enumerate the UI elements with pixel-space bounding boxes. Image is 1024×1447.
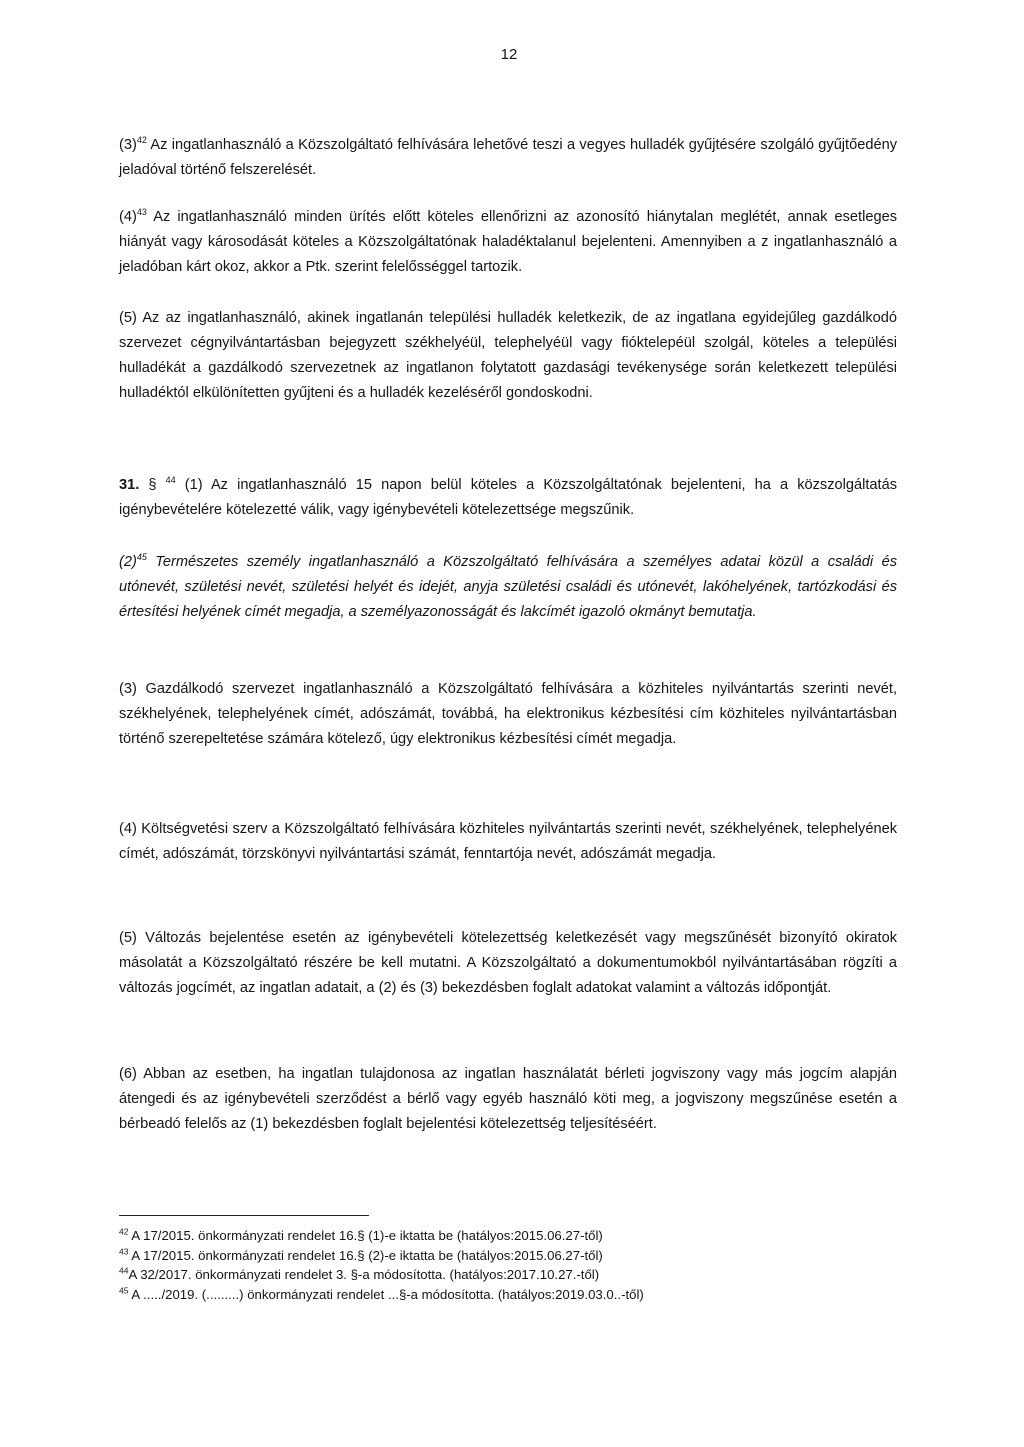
footnote-43: [119, 1246, 899, 1266]
footnote-text: A 17/2015. önkormányzati rendelet 16.§ (2)-e iktatta be (hatályos:2015.06.27-től): [128, 1247, 603, 1263]
paragraph-number: (3): [119, 137, 137, 153]
paragraph-text: Természetes személy ingatlanhasználó a Közszolgáltató felhívására a személyes adatai közül a családi és utónevét, születési nevét, születési helyét és idejét, anyja születési családi és utónevét, lakóhelyének, tartózkodási és értesítési helyének címét megadja, a személyazonosságát és lakcímét igazoló okmányt bemutatja.: [119, 554, 897, 620]
section-31-paragraph-3: [119, 677, 897, 752]
footnote-reference: 44: [165, 475, 176, 486]
footnote-number: 45: [119, 1285, 129, 1296]
paragraph-text: (1) Az ingatlanhasználó 15 napon belül köteles a Közszolgáltatónak bejelenteni, ha a közszolgáltatás igénybevételére kötelezetté válik, vagy igénybevételi kötelezettsége megszűnik.: [119, 477, 897, 518]
paragraph-text: (5) Változás bejelentése esetén az igénybevételi kötelezettség keletkezését vagy megszűnését bizonyító okiratok másolatát a Közszolgáltató részére be kell mutatni. A Közszolgáltató a dokumentumokból nyilvántartásában rögzíti a változás jogcímét, az ingatlan adatait, a (2) és (3) bekezdésben foglalt adatokat valamint a változás időpontját.: [119, 930, 897, 996]
paragraph-number: (4): [119, 209, 137, 225]
footnote-text: A 32/2017. önkormányzati rendelet 3. §-a módosította. (hatályos:2017.10.27.-től): [128, 1267, 600, 1282]
paragraph-text: Az ingatlanhasználó minden ürítés előtt köteles ellenőrizni az azonosító hiánytalan meglétét, annak esetleges hiányát vagy károsodását köteles a Közszolgáltatónak haladéktalanul bejelenteni. Amennyiben a z ingatlanhasználó a jeladóban kárt okoz, akkor a Ptk. szerint felelősséggel tartozik.: [119, 209, 897, 275]
footnote-number: 43: [119, 1246, 129, 1257]
footnote-45: [119, 1285, 899, 1305]
footnote-text: A 17/2015. önkormányzati rendelet 16.§ (1)-e iktatta be (hatályos:2015.06.27-től): [128, 1228, 603, 1243]
section-31-paragraph-1: [119, 473, 897, 523]
footnote-reference: 43: [136, 207, 147, 218]
footnote-42: [119, 1226, 899, 1246]
paragraph-3: [119, 133, 897, 183]
footnote-44: [119, 1265, 899, 1285]
paragraph-text: (3) Gazdálkodó szervezet ingatlanhasználó a Közszolgáltató felhívására a közhiteles nyilvántartás szerinti nevét, székhelyének, telephelyének címét, adószámát, továbbá, ha elektronikus kézbesítési cím közhiteles nyilvántartásban történő szerepeltetése számára kötelező, úgy elektronikus kézbesítési címét megadja.: [119, 681, 897, 747]
section-31-paragraph-6: [119, 1062, 897, 1137]
section-31-paragraph-2: [119, 550, 897, 625]
paragraph-text: (5) Az az ingatlanhasználó, akinek ingatlanán települési hulladék keletkezik, de az ingatlana egyidejűleg gazdálkodó szervezet cégnyilvántartásban bejegyzett székhelyéül, telephelyéül vagy fióktelepéül szolgál, köteles a települési hulladékát a gazdálkodó szervezetnek az ingatlanon folytatott gazdasági tevékenysége során keletkezett települési hulladéktól elkülönítetten gyűjteni és a hulladék kezeléséről gondoskodni.: [119, 310, 897, 401]
paragraph-4: [119, 205, 897, 280]
footnote-number: 44: [119, 1265, 129, 1276]
paragraph-number: (2): [119, 554, 137, 570]
footnote-divider: [119, 1215, 369, 1216]
paragraph-text: Az ingatlanhasználó a Közszolgáltató felhívására lehetővé teszi a vegyes hulladék gyűjtésére szolgáló gyűjtőedény jeladóval történő felszerelését.: [119, 137, 897, 178]
section-31-paragraph-4: [119, 817, 897, 867]
section-number: 31.: [119, 477, 140, 493]
paragraph-text: (6) Abban az esetben, ha ingatlan tulajdonosa az ingatlan használatát bérleti jogviszony vagy más jogcím alapján átengedi és az igénybevételi szerződést a bérlő vagy egyéb használó köti meg, a jogviszony megszűnése esetén a bérbeadó felelős az (1) bekezdésben foglalt bejelentési kötelezettség teljesítéséért.: [119, 1066, 897, 1132]
footnote-number: 42: [119, 1226, 129, 1237]
footnotes: [119, 1226, 899, 1304]
footnote-reference: 42: [136, 135, 147, 146]
paragraph-text: (4) Költségvetési szerv a Közszolgáltató felhívására közhiteles nyilvántartás szerinti nevét, székhelyének, telephelyének címét, adószámát, törzskönyvi nyilvántartási számát, fenntartója nevét, adószámát megadja.: [119, 821, 897, 862]
section-31-paragraph-5: [119, 926, 897, 1001]
footnote-reference: 45: [136, 552, 147, 563]
paragraph-5: [119, 306, 897, 406]
page-number: 12: [500, 46, 518, 63]
section-symbol: §: [148, 477, 157, 493]
footnote-text: A ...../2019. (.........) önkormányzati rendelet ...§-a módosította. (hatályos:2019.03.0..-től): [128, 1286, 644, 1302]
